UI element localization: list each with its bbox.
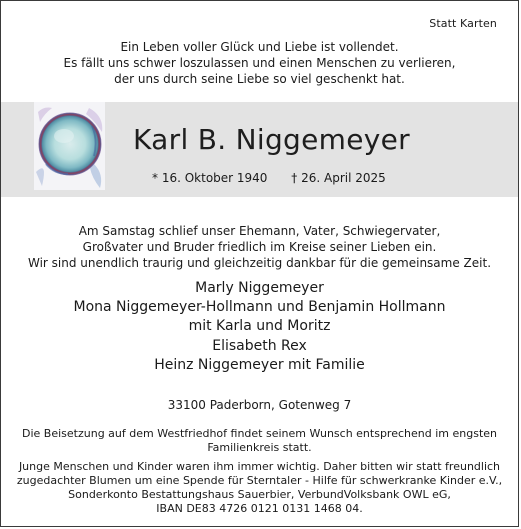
donation-line: IBAN DE83 4726 0121 0131 1468 04.	[156, 502, 363, 515]
donation-line: Sonderkonto Bestattungshaus Sauerbier, VerbundVolksbank OWL eG,	[68, 488, 451, 501]
intro-line: Es fällt uns schwer loszulassen und einen Menschen zu verlieren,	[63, 56, 456, 70]
donation-line: Junge Menschen und Kinder waren ihm immer wichtig. Daher bitten wir statt freundlich	[18, 460, 501, 473]
death-date: † 26. April 2025	[291, 171, 386, 185]
family-list	[1, 279, 518, 375]
donation-line: zugedachter Blumen um eine Spende für Sterntaler - Hilfe für schwerkranke Kinder e.V.,	[16, 474, 503, 487]
death-message	[1, 223, 518, 271]
donation-note	[1, 460, 518, 516]
message-line: Wir sind unendlich traurig und gleichzeitig dankbar für die gemeinsame Zeit.	[27, 256, 492, 270]
statt-karten-label: Statt Karten	[429, 17, 497, 30]
intro-line: der uns durch seine Liebe so viel geschenkt hat.	[114, 72, 405, 86]
funeral-note	[1, 427, 518, 455]
birth-date: * 16. Oktober 1940	[152, 171, 268, 185]
family-member: Elisabeth Rex	[212, 337, 307, 354]
family-member: Mona Niggemeyer-Hollmann und Benjamin Hollmann	[73, 299, 446, 316]
intro-line: Ein Leben voller Glück und Liebe ist vollendet.	[120, 40, 399, 54]
message-line: Am Samstag schlief unser Ehemann, Vater, Schwiegervater,	[78, 224, 441, 238]
address: 33100 Paderborn, Gotenweg 7	[167, 398, 352, 412]
family-member: Heinz Niggemeyer mit Familie	[154, 356, 365, 373]
message-line: Großvater und Bruder friedlich im Kreise seiner Lieben ein.	[82, 240, 437, 254]
watercolor-circle-image	[34, 102, 105, 190]
funeral-line: Die Beisetzung auf dem Westfriedhof findet seinem Wunsch entsprechend im engsten	[22, 427, 497, 440]
family-member: Marly Niggemeyer	[195, 280, 324, 296]
intro-verse	[1, 39, 518, 87]
watercolor-circle-illustration	[34, 102, 105, 190]
family-member: mit Karla und Moritz	[188, 318, 331, 335]
life-dates	[152, 171, 406, 185]
funeral-line: Familienkreis statt.	[207, 441, 312, 454]
deceased-name: Karl B. Niggemeyer	[133, 123, 410, 156]
